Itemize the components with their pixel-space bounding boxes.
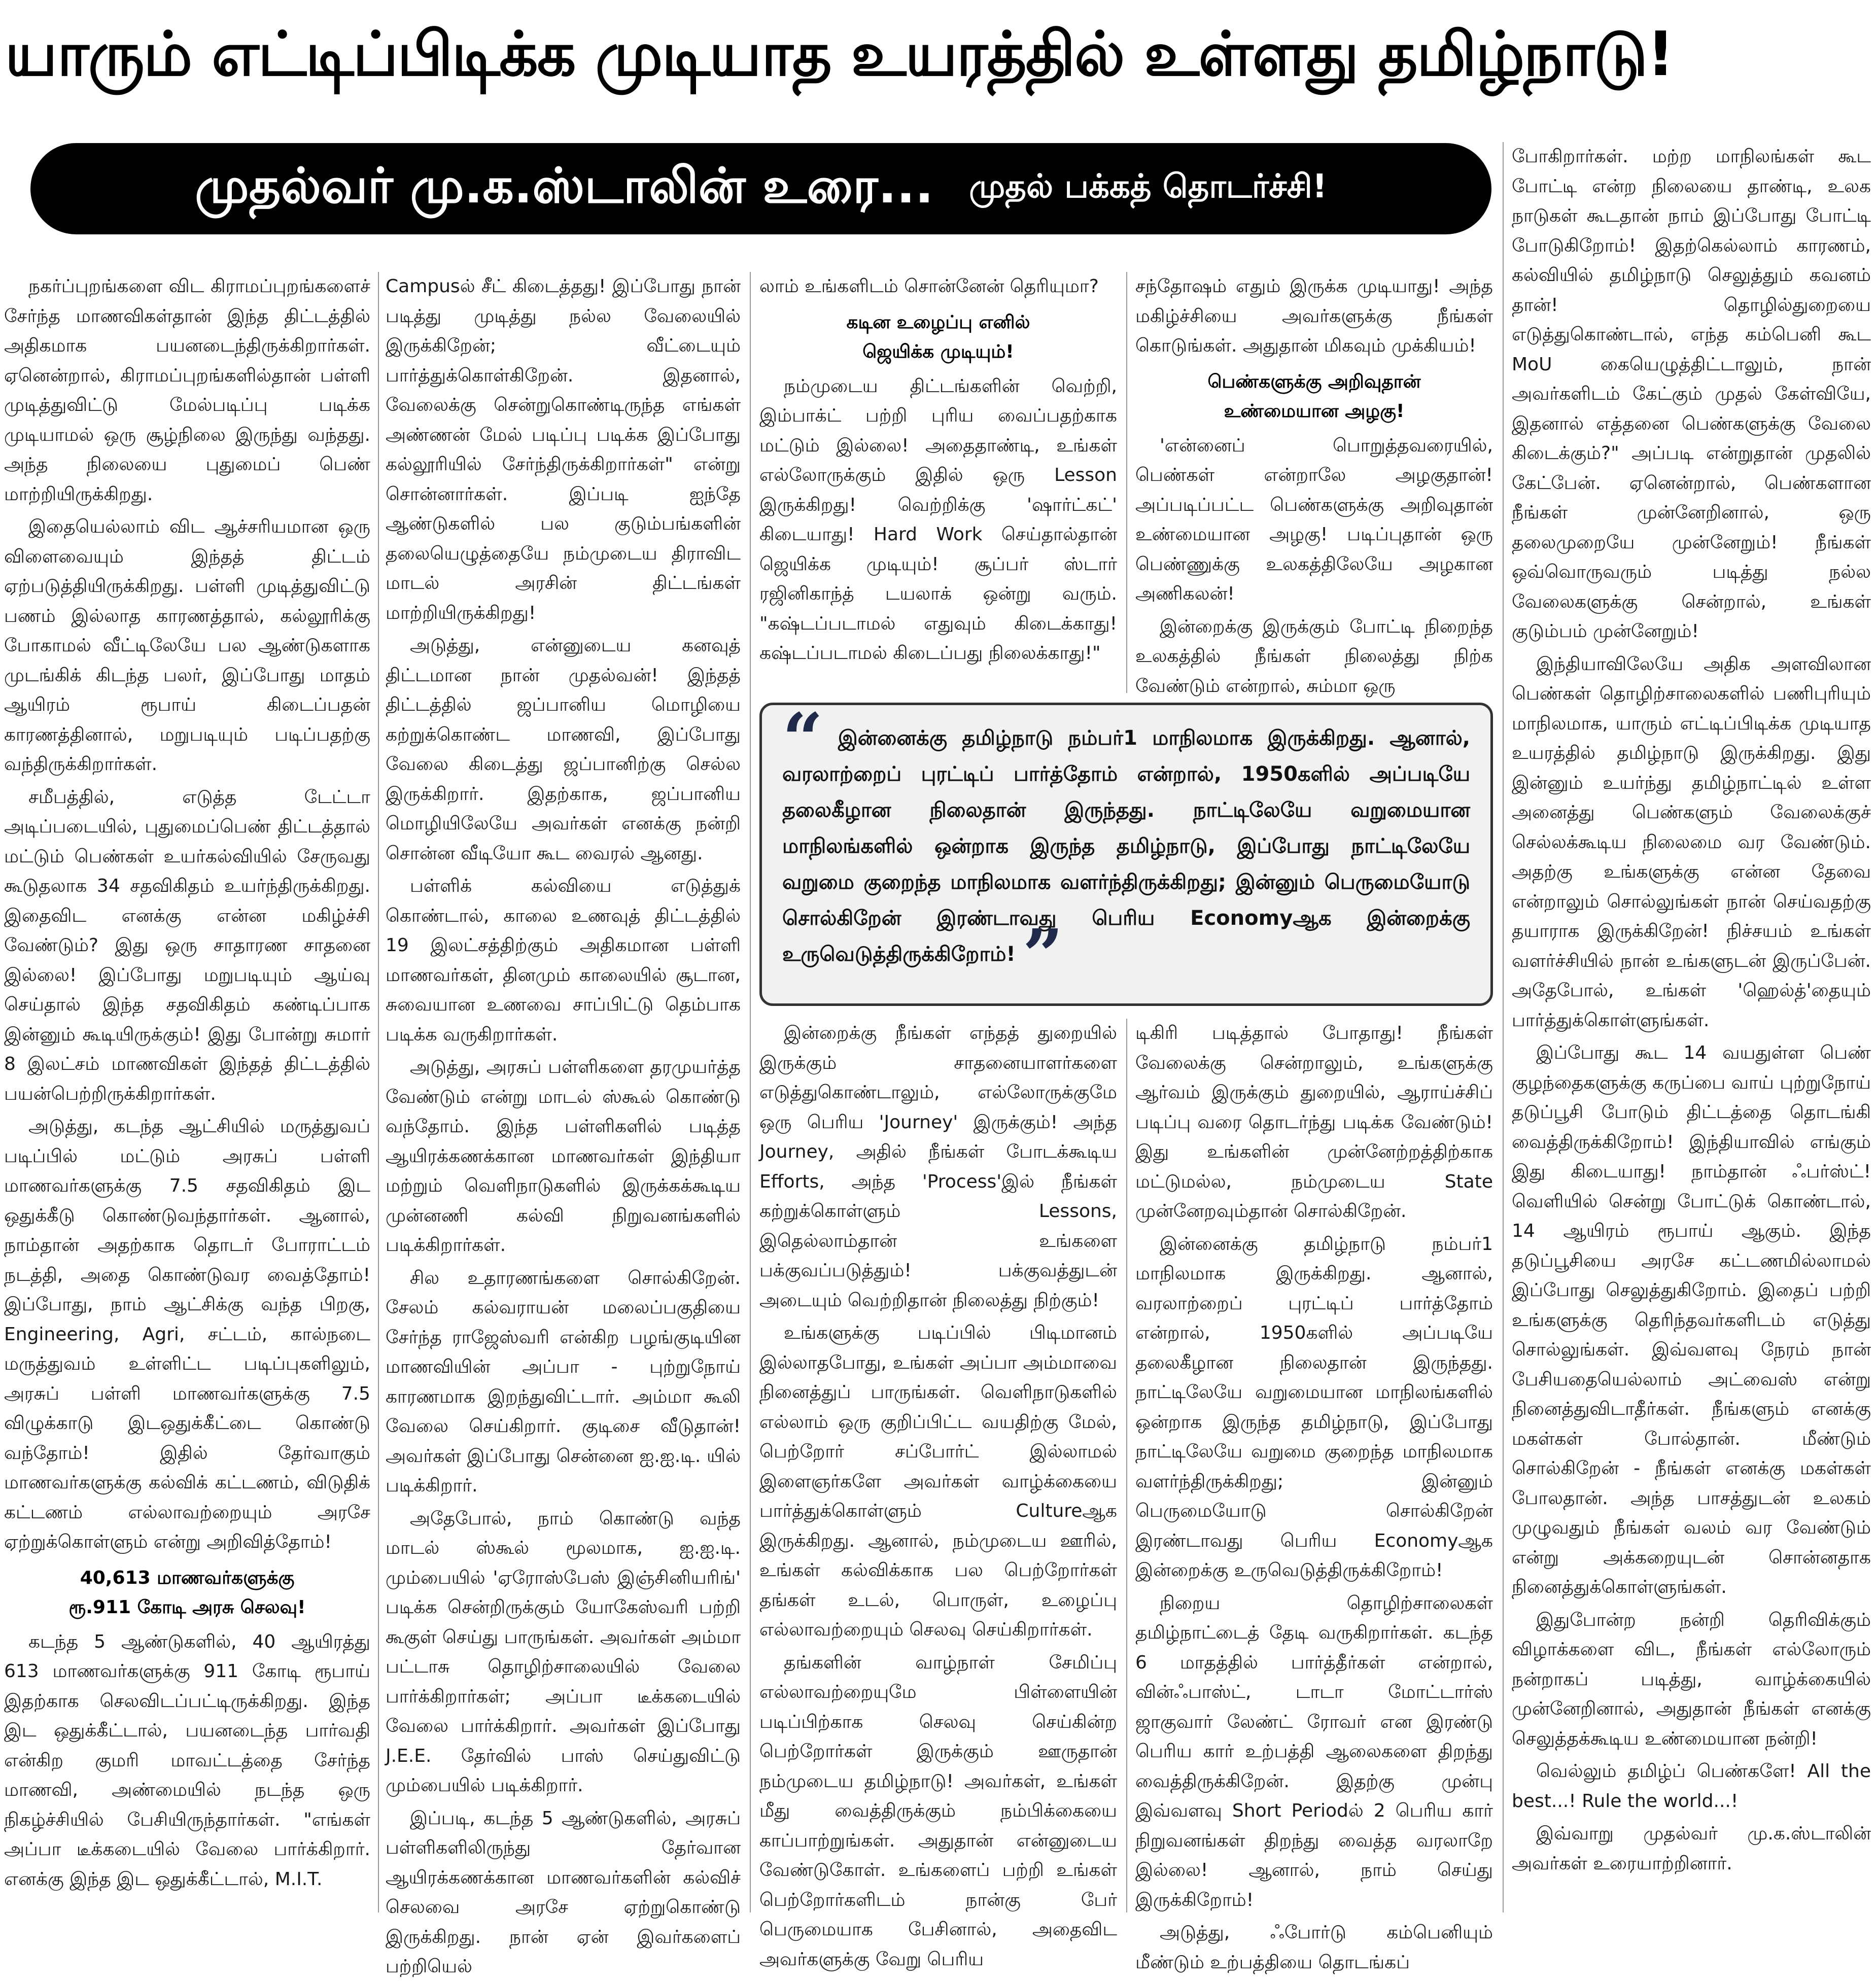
subheading: கடின உழைப்பு எனில்: [846, 311, 1030, 333]
paragraph: தங்களின் வாழ்நாள் சேமிப்பு எல்லாவற்றையுமே பிள்ளையின் படிப்பிற்காக செலவு செய்கின்ற பெற்றோர்கள் இருக்கும் ஊருதான் நம்முடைய தமிழ்நாடு! அவர்கள், உங்கள் மீது வைத்திருக்கும் நம்பிக்கையை காப்பாற்றுங்கள். அதுதான் என்னுடைய வேண்டுகோள். உங்களைப் பற்றி உங்கள் பெற்றோர்களிடம் நான்கு பேர் பெருமையாக பேசினால், அதைவிட அவர்களுக்கு வேறு பெரிய: [759, 1652, 1117, 1970]
close-quote-icon: ”: [1022, 914, 1064, 997]
column-4-top: [1135, 272, 1493, 697]
subheading: உண்மையான அழகு!: [1224, 400, 1405, 422]
paragraph: இவ்வாறு முதல்வர் மு.க.ஸ்டாலின் அவர்கள் உரையாற்றினார்.: [1512, 1823, 1871, 1874]
column-2: [386, 272, 741, 1977]
column-divider: [378, 272, 379, 1913]
column-divider: [750, 272, 751, 1913]
subheading: ஜெயிக்க முடியும்!: [862, 341, 1014, 362]
paragraph: சந்தோஷம் எதும் இருக்க முடியாது! அந்த மகிழ்ச்சியை அவர்களுக்கு நீங்கள் கொடுங்கள். அதுதான் மிகவும் முக்கியம்!: [1135, 276, 1493, 356]
paragraph: இதையெல்லாம் விட ஆச்சரியமான ஒரு விளைவையும் இந்தத் திட்டம் ஏற்படுத்தியிருக்கிறது. பள்ளி முடித்துவிட்டு பணம் இல்லாத காரணத்தால், கல்லூரிக்கு போகாமல் வீட்டிலேயே பல ஆண்டுகளாக முடங்கிக் கிடந்த பலர், இப்போது மாதம் ஆயிரம் ரூபாய் கிடைப்பதன் காரணத்தினால், மறுபடியும் படிப்பதற்கு வந்திருக்கிறார்கள்.: [4, 516, 370, 775]
column-3-bottom: [759, 1019, 1117, 1970]
pull-quote: [759, 698, 1493, 1006]
paragraph: நிறைய தொழிற்சாலைகள் தமிழ்நாட்டைத் தேடி வருகிறார்கள். கடந்த 6 மாதத்தில் பார்த்தீர்கள் என்றால், வின்ஃபாஸ்ட், டாடா மோட்டார்ஸ் ஜாகுவார் லேண்ட் ரோவர் என இரண்டு பெரிய கார் உற்பத்தி ஆலைகளை திறந்து வைத்திருக்கிறேன். இதற்கு முன்பு இவ்வளவு Short Periodல் 2 பெரிய கார் நிறுவனங்கள் திறந்து வைத்த வரலாறே இல்லை! ஆனால், நாம் செய்து இருக்கிறோம்!: [1135, 1592, 1493, 1910]
subheading: ரூ.911 கோடி அரசு செலவு!: [68, 1596, 306, 1618]
paragraph: 'என்னைப் பொறுத்தவரையில், பெண்கள் என்றாலே அழகுதான்! அப்படிப்பட்ட பெண்களுக்கு அறிவுதான் உண்மையான அழகு! படிப்புதான் ஒரு பெண்ணுக்கு உலகத்திலேயே அழகான அணிகலன்!: [1135, 435, 1493, 604]
column-divider: [1126, 1019, 1127, 1913]
paragraph: சமீபத்தில், எடுத்த டேட்டா அடிப்படையில், புதுமைப்பெண் திட்டத்தால் மட்டும் பெண்கள் உயர்கல்வியில் சேருவது கூடுதலாக 34 சதவிகிதம் உயர்ந்திருக்கிறது. இதைவிட எனக்கு என்ன மகிழ்ச்சி வேண்டும்? இது ஒரு சாதாரண சாதனை இல்லை! இப்போது மறுபடியும் ஆய்வு செய்தால் இந்த சதவிகிதம் கண்டிப்பாக இன்னும் கூடியிருக்கும்! இது போன்று சுமார் 8 இலட்சம் மாணவிகள் இந்தத் திட்டத்தில் பயன்பெற்றிருக்கிறார்கள்.: [4, 786, 370, 1104]
paragraph: உங்களுக்கு படிப்பில் பிடிமானம் இல்லாதபோது, உங்கள் அப்பா அம்மாவை நினைத்துப் பாருங்கள். வெளிநாடுகளில் எல்லாம் ஒரு குறிப்பிட்ட வயதிற்கு மேல், பெற்றோர் சப்போர்ட் இல்லாமல் இளைஞர்களே அவர்கள் வாழ்க்கையை பார்த்துக்கொள்ளும் Cultureஆக இருக்கிறது. ஆனால், நம்முடைய ஊரில், உங்கள் கல்விக்காக பல பெற்றோர்கள் தங்கள் உடல், பொருள், உழைப்பு எல்லாவற்றையும் செலவு செய்கிறார்கள்.: [759, 1323, 1117, 1640]
paragraph: கடந்த 5 ஆண்டுகளில், 40 ஆயிரத்து 613 மாணவர்களுக்கு 911 கோடி ரூபாய் இதற்காக செலவிடப்பட்டிருக்கிறது. இந்த இட ஒதுக்கீட்டால், பயனடைந்த பார்வதி என்கிற குமரி மாவட்டத்தை சேர்ந்த மாணவி, அண்மையில் நடந்த ஒரு நிகழ்ச்சியில் பேசியிருந்தார்கள். "எங்கள் அப்பா டீக்கடையில் வேலை பார்க்கிறார். எனக்கு இந்த இட ஒதுக்கீட்டால், M.I.T.: [4, 1631, 370, 1890]
paragraph: அதேபோல், நாம் கொண்டு வந்த மாடல் ஸ்கூல் மூலமாக, ஐ.ஐ.டி. மும்பையில் 'ஏரோஸ்பேஸ் இஞ்சினியரிங்' படிக்க சென்றிருக்கும் யோகேஸ்வரி பற்றி கூகுள் செய்து பாருங்கள். அவர்கள் அம்மா பட்டாசு தொழிற்சாலையில் வேலை பார்க்கிறார்கள்; அப்பா டீக்கடையில் வேலை பார்க்கிறார். அவர்கள் இப்போது J.E.E. தேர்வில் பாஸ் செய்துவிட்டு மும்பையில் படிக்கிறார்.: [386, 1508, 741, 1796]
column-divider: [1126, 272, 1127, 693]
paragraph: போகிறார்கள். மற்ற மாநிலங்கள் கூட போட்டி என்ற நிலையை தாண்டி, உலக நாடுகள் கூடதான் நாம் இப்போது போட்டி போடுகிறோம்! இதற்கெல்லாம் காரணம், கல்வியில் தமிழ்நாடு செலுத்தும் கவனம் தான்! தொழில்துறையை எடுத்துகொண்டால், எந்த கம்பெனி கூட MoU கையெழுத்திட்டாலும், நான் அவர்களிடம் கேட்கும் முதல் கேள்வியே, இதனால் எத்தனை பெண்களுக்கு வேலை கிடைக்கும்?" அப்படி என்றுதான் முதலில் கேட்பேன். ஏனென்றால், பெண்களான நீங்கள் முன்னேறினால், ஒரு தலைமுறையே முன்னேறும்! நீங்கள் ஒவ்வொருவரும் படித்து நல்ல வேலைகளுக்கு சென்றால், உங்கள் குடும்பம் முன்னேறும்!: [1512, 146, 1871, 642]
banner-subtitle: முதல் பக்கத் தொடர்ச்சி!: [969, 168, 1327, 205]
paragraph: இன்றைக்கு நீங்கள் எந்தத் துறையில் இருக்கும் சாதனையாளர்களை எடுத்துகொண்டாலும், எல்லோருக்குமே ஒரு பெரிய 'Journey' இருக்கும்! அந்த Journey, அதில் நீங்கள் போடக்கூடிய Efforts, அந்த 'Process'இல் நீங்கள் கற்றுக்கொள்ளும் Lessons, இதெல்லாம்தான் உங்களை பக்குவப்படுத்தும்! பக்குவத்துடன் அடையும் வெற்றிதான் நிலைத்து நிற்கும்!: [759, 1023, 1117, 1311]
paragraph: அடுத்து, அரசுப் பள்ளிகளை தரமுயர்த்த வேண்டும் என்று மாடல் ஸ்கூல் கொண்டு வந்தோம். இந்த பள்ளிகளில் படித்த ஆயிரக்கணக்கான மாணவர்கள் இந்தியா மற்றும் வெளிநாடுகளில் இருக்கக்கூடிய முன்னணி கல்வி நிறுவனங்களில் படிக்கிறார்கள்.: [386, 1057, 741, 1256]
paragraph: பள்ளிக் கல்வியை எடுத்துக் கொண்டால், காலை உணவுத் திட்டத்தில் 19 இலட்சத்திற்கும் அதிகமான பள்ளி மாணவர்கள், தினமும் காலையில் சூடான, சுவையான உணவை சாப்பிட்டு தெம்பாக படிக்க வருகிறார்கள்.: [386, 876, 741, 1045]
paragraph: அடுத்து, ஃபோர்டு கம்பெனியும் மீண்டும் உற்பத்தியை தொடங்கப்: [1135, 1922, 1493, 1973]
subheading: பெண்களுக்கு அறிவுதான்: [1207, 371, 1421, 392]
paragraph: இப்போது கூட 14 வயதுள்ள பெண் குழந்தைகளுக்கு கருப்பை வாய் புற்றுநோய் தடுப்பூசி போடும் திட்டத்தை தொடங்கி வைத்திருக்கிறோம்! இந்தியாவில் எங்கும் இது கிடையாது! நாம்தான் ஃபர்ஸ்ட்! வெளியில் சென்று போட்டுக் கொண்டால், 14 ஆயிரம் ரூபாய் ஆகும். இந்த தடுப்பூசியை அரசே கட்டணமில்லாமல் இப்போது செலுத்துகிறோம். இதைப் பற்றி உங்களுக்கு தெரிந்தவர்களிடம் எடுத்து சொல்லுங்கள். இவ்வளவு நேரம் நான் பேசியதையெல்லாம் அட்வைஸ் என்று நினைத்துவிடாதீர்கள். நீங்களும் எனக்கு மகள்கள் போல்தான். மீண்டும் சொல்கிறேன் - நீங்கள் எனக்கு மகள்கள் போலதான். அந்த பாசத்துடன் உலகம் முழுவதும் நீங்கள் வலம் வர வேண்டும் என்று அக்கறையுடன் சொன்னதாக நினைத்துக்கொள்ளுங்கள்.: [1512, 1042, 1871, 1597]
paragraph: இந்தியாவிலேயே அதிக அளவிலான பெண்கள் தொழிற்சாலைகளில் பணிபுரியும் மாநிலமாக, யாரும் எட்டிப்பிடிக்க முடியாத உயரத்தில் தமிழ்நாடு இருக்கிறது. இது இன்னும் உயர்ந்து தமிழ்நாட்டில் உள்ள அனைத்து பெண்களும் வேலைக்குச் செல்லக்கூடிய நிலைமை வர வேண்டும். அதற்கு உங்களுக்கு என்ன தேவை என்றாலும் சொல்லுங்கள் நான் செய்வதற்கு தயாராக இருக்கிறேன்! நிச்சயம் உங்கள் வளர்ச்சியில் நான் உங்களுடன் இருப்பேன். அதேபோல், உங்கள் 'ஹெல்த்'தையும் பார்த்துக்கொள்ளுங்கள்.: [1512, 653, 1871, 1031]
column-5: [1512, 142, 1871, 1913]
column-1: [4, 272, 370, 1913]
paragraph: டிகிரி படித்தால் போதாது! நீங்கள் வேலைக்கு சென்றாலும், உங்களுக்கு ஆர்வம் இருக்கும் துறையில், ஆராய்ச்சிப் படிப்பு வரை தொடர்ந்து படிக்க வேண்டும்! இது உங்களின் முன்னேற்றத்திற்காக மட்டுமல்ல, நம்முடைய State முன்னேறவும்தான் சொல்கிறேன்.: [1135, 1023, 1493, 1222]
paragraph: நம்முடைய திட்டங்களின் வெற்றி, இம்பாக்ட் பற்றி புரிய வைப்பதற்காக மட்டும் இல்லை! அதைதாண்டி, உங்கள் எல்லோருக்கும் இதில் ஒரு Lesson இருக்கிறது! வெற்றிக்கு 'ஷார்ட்கட்' கிடையாது! Hard Work செய்தால்தான் ஜெயிக்க முடியும்! சூப்பர் ஸ்டார் ரஜினிகாந்த் டயலாக் ஒன்று வரும். "கஷ்டப்படாமல் எதுவும் கிடைக்காது! கஷ்டப்படாமல் கிடைப்பது நிலைக்காது!": [759, 375, 1117, 664]
open-quote-icon: “: [782, 698, 823, 781]
paragraph: நகர்ப்புறங்களை விட கிராமப்புறங்களைச் சேர்ந்த மாணவிகள்தான் இந்த திட்டத்தில் அதிகமாக பயனடைந்திருக்கிறார்கள். ஏனென்றால், கிராமப்புறங்களில்தான் பள்ளி முடித்துவிட்டு மேல்படிப்பு படிக்க முடியாமல் ஒரு சூழ்நிலை இருந்து வந்தது. அந்த நிலையை புதுமைப் பெண் மாற்றியிருக்கிறது.: [4, 276, 370, 505]
column-divider: [1503, 142, 1504, 1913]
paragraph: இதுபோன்ற நன்றி தெரிவிக்கும் விழாக்களை விட, நீங்கள் எல்லோரும் நன்றாகப் படித்து, வாழ்க்கையில் முன்னேறினால், அதுதான் நீங்கள் எனக்கு செலுத்தக்கூடிய உண்மையான நன்றி!: [1512, 1609, 1871, 1749]
paragraph: அடுத்து, கடந்த ஆட்சியில் மருத்துவப் படிப்பில் மட்டும் அரசுப் பள்ளி மாணவர்களுக்கு 7.5 சதவிகிதம் இட ஒதுக்கீடு கொண்டுவந்தார்கள். ஆனால், நாம்தான் அதற்காக தொடர் போராட்டம் நடத்தி, அதை கொண்டுவர வைத்தோம்! இப்போது, நாம் ஆட்சிக்கு வந்த பிறகு, Engineering, Agri, சட்டம், கால்நடை மருத்துவம் உள்ளிட்ட படிப்புகளிலும், அரசுப் பள்ளி மாணவர்களுக்கு 7.5 விழுக்காடு இடஒதுக்கீட்டை கொண்டு வந்தோம்! இதில் தேர்வாகும் மாணவர்களுக்கு கல்விக் கட்டணம், விடுதிக் கட்டணம் எல்லாவற்றையும் அரசே ஏற்றுக்கொள்ளும் என்று அறிவித்தோம்!: [4, 1116, 370, 1552]
paragraph: அடுத்து, என்னுடைய கனவுத் திட்டமான நான் முதல்வன்! இந்தத் திட்டத்தில் ஜப்பானிய மொழியை கற்றுக்கொண்ட மாணவி, இப்போது வேலை கிடைத்து ஜப்பானிற்கு செல்ல இருக்கிறார். இதற்காக, ஜப்பானிய மொழியிலேயே அவர்கள் எனக்கு நன்றி சொன்ன வீடியோ கூட வைரல் ஆனது.: [386, 635, 741, 864]
subheading: 40,613 மாணவர்களுக்கு: [80, 1567, 295, 1588]
paragraph: லாம் உங்களிடம் சொன்னேன் தெரியுமா?: [759, 276, 1099, 297]
headline: யாரும் எட்டிப்பிடிக்க முடியாத உயரத்தில் உள்ளது தமிழ்நாடு!: [5, 19, 1674, 90]
paragraph: இன்றைக்கு இருக்கும் போட்டி நிறைந்த உலகத்தில் நீங்கள் நிலைத்து நிற்க வேண்டும் என்றால், சும்மா ஒரு: [1135, 616, 1493, 697]
section-banner: [30, 143, 1491, 234]
column-3-top: [759, 272, 1117, 693]
pull-quote-text: இன்னைக்கு தமிழ்நாடு நம்பர்1 மாநிலமாக இருக்கிறது. ஆனால், வரலாற்றைப் புரட்டிப் பார்த்தோம் என்றால், 1950களில் அப்படியே தலைகீழான நிலைதான் இருந்தது. நாட்டிலேயே வறுமையான மாநிலங்களில் ஒன்றாக இருந்த தமிழ்நாடு, இப்போது நாட்டிலேயே வறுமை குறைந்த மாநிலமாக வளர்ந்திருக்கிறது; இன்னும் பெருமையோடு சொல்கிறேன் இரண்டாவது பெரிய Economyஆக இன்றைக்கு உருவெடுத்திருக்கிறோம்!: [782, 726, 1471, 966]
paragraph: இன்னைக்கு தமிழ்நாடு நம்பர்1 மாநிலமாக இருக்கிறது. ஆனால், வரலாற்றைப் புரட்டிப் பார்த்தோம் என்றால், 1950களில் அப்படியே தலைகீழான நிலைதான் இருந்தது. நாட்டிலேயே வறுமையான மாநிலங்களில் ஒன்றாக இருந்த தமிழ்நாடு, இப்போது நாட்டிலேயே வறுமை குறைந்த மாநிலமாக வளர்ந்திருக்கிறது; இன்னும் பெருமையோடு சொல்கிறேன் இரண்டாவது பெரிய Economyஆக இன்றைக்கு உருவெடுத்திருக்கிறோம்!: [1135, 1233, 1493, 1581]
paragraph: Campusல் சீட் கிடைத்தது! இப்போது நான் படித்து முடித்து நல்ல வேலையில் இருக்கிறேன்; வீட்டையும் பார்த்துக்கொள்கிறேன். இதனால், வேலைக்கு சென்றுகொண்டிருந்த எங்கள் அண்ணன் மேல் படிப்பு படிக்க இப்போது கல்லூரியில் சேர்ந்திருக்கிறார்கள்" என்று சொன்னார்கள். இப்படி ஐந்தே ஆண்டுகளில் பல குடும்பங்களின் தலையெழுத்தையே நம்முடைய திராவிட மாடல் அரசின் திட்டங்கள் மாற்றியிருக்கிறது!: [386, 276, 741, 623]
column-4-bottom: [1135, 1019, 1493, 1973]
paragraph: வெல்லும் தமிழ்ப் பெண்களே! All the best...! Rule the world...!: [1512, 1761, 1871, 1812]
paragraph: இப்படி, கடந்த 5 ஆண்டுகளில், அரசுப் பள்ளிகளிலிருந்து தேர்வான ஆயிரக்கணக்கான மாணவர்களின் கல்விச் செலவை அரசே ஏற்றுகொண்டு இருக்கிறது. நான் ஏன் இவர்களைப் பற்றியெல்: [386, 1807, 741, 1977]
banner-title: முதல்வர் மு.க.ஸ்டாலின் உரை...: [195, 157, 934, 214]
paragraph: சில உதாரணங்களை சொல்கிறேன். சேலம் கல்வராயன் மலைப்பகுதியை சேர்ந்த ராஜேஸ்வரி என்கிற பழங்குடியின மாணவியின் அப்பா - புற்றுநோய் காரணமாக இறந்துவிட்டார். அம்மா கூலி வேலை செய்கிறார். குடிசை வீடுதான்! அவர்கள் இப்போது சென்னை ஐ.ஐ.டி. யில் படிக்கிறார்.: [386, 1267, 741, 1496]
